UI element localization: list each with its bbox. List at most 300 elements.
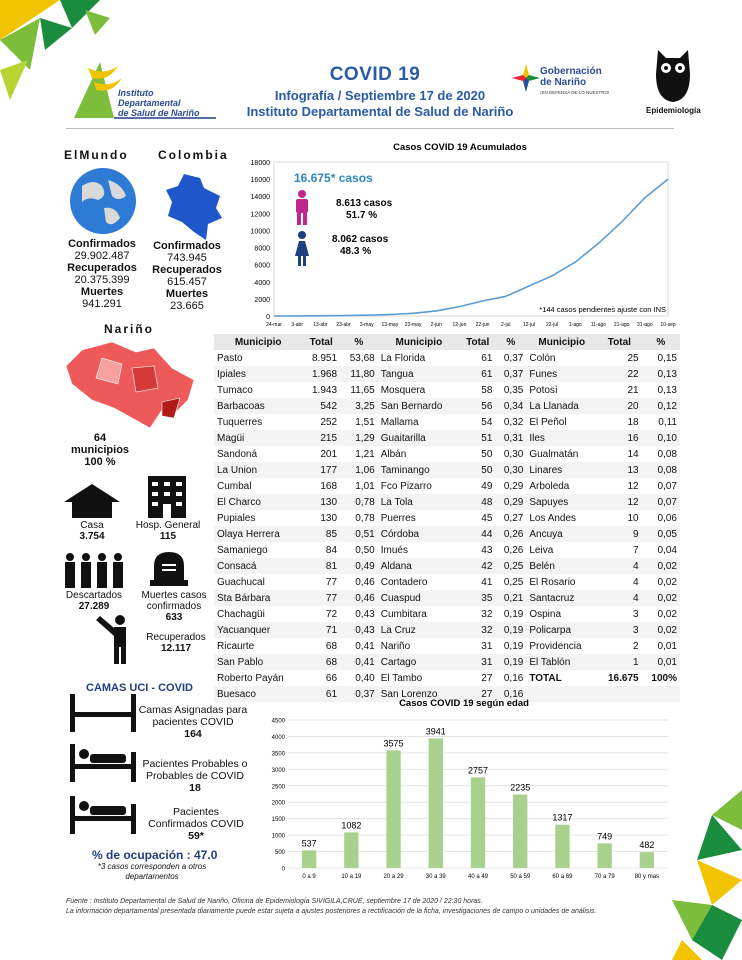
cell-municipio: Providencia bbox=[529, 640, 582, 652]
muertes-stat: Muertes casos confirmados 633 bbox=[141, 590, 207, 623]
ocupacion-label: % de ocupación : 47.0 bbox=[92, 848, 218, 862]
cell-total: 45 bbox=[481, 512, 493, 524]
cell-total: 20 bbox=[597, 398, 641, 414]
bar bbox=[513, 794, 527, 868]
colombia-heading: Colombia bbox=[158, 148, 229, 162]
bar bbox=[302, 850, 316, 868]
cell-total: 56 bbox=[460, 398, 495, 414]
cell-pct: 0,02 bbox=[642, 622, 680, 638]
cell-total: 1.968 bbox=[302, 366, 340, 382]
cell-total: 50 bbox=[460, 462, 495, 478]
cell-total: 58 bbox=[481, 384, 493, 396]
cell-pct: 0,50 bbox=[355, 544, 375, 556]
owl-icon bbox=[652, 44, 694, 104]
page-title: COVID 19 bbox=[329, 64, 421, 85]
y-tick-label: 18000 bbox=[250, 160, 270, 167]
cell-total: 42 bbox=[460, 558, 495, 574]
tombstone-icon bbox=[150, 552, 188, 586]
cell-pct: 0,31 bbox=[495, 430, 526, 446]
cell-pct: 100% bbox=[651, 672, 677, 684]
gobernacion-star-icon bbox=[510, 62, 542, 94]
cell-pct: 0,29 bbox=[503, 480, 524, 492]
cell-pct: 0,02 bbox=[657, 576, 677, 588]
bar bbox=[597, 843, 611, 868]
y-tick-label: 1500 bbox=[271, 817, 285, 824]
cell-municipio: La Cruz bbox=[378, 622, 460, 638]
cell-municipio: Pasto bbox=[217, 352, 243, 364]
cell-total: 18 bbox=[627, 416, 639, 428]
y-tick-label: 10000 bbox=[250, 228, 270, 236]
cell-total: 1.943 bbox=[312, 384, 338, 396]
x-tick-label: 10 a 19 bbox=[341, 874, 362, 880]
cell-municipio: Mallama bbox=[380, 416, 419, 428]
bar-value-label: 2235 bbox=[510, 782, 531, 793]
table-row bbox=[214, 638, 680, 654]
cell-municipio: Tumaco bbox=[217, 384, 253, 396]
cell-municipio: Belén bbox=[526, 558, 597, 574]
cell-total: 14 bbox=[627, 448, 639, 460]
footer-source: Fuente : Instituto Departamental de Salud de Nariño, Oficina de Epidemiología SIVIGILA,CRUE, septiembre 17 de 2020 / 22:30 horas. bbox=[66, 898, 483, 905]
cell-municipio: La Tola bbox=[378, 494, 460, 510]
narino-heading: Nariño bbox=[104, 322, 155, 336]
cell-municipio: El Peñol bbox=[529, 416, 567, 428]
cell-pct: 0,07 bbox=[642, 494, 680, 510]
cell-total: 77 bbox=[325, 576, 338, 588]
cell-municipio: Barbacoas bbox=[214, 398, 302, 414]
table-row bbox=[214, 430, 680, 446]
gobernacion-logo-text: Gobernación de Nariño bbox=[540, 66, 602, 88]
col-header-pct: % bbox=[642, 334, 680, 350]
x-tick-label: 21-ago bbox=[613, 322, 630, 328]
cell-pct: 0,16 bbox=[495, 686, 526, 702]
bar-value-label: 3941 bbox=[425, 726, 446, 737]
y-tick-label: 2000 bbox=[254, 296, 270, 304]
y-tick-label: 3000 bbox=[271, 767, 285, 774]
cell-total: 84 bbox=[325, 544, 338, 556]
cell-total: 50 bbox=[481, 448, 493, 460]
col-header-municipio: Municipio bbox=[526, 334, 597, 350]
cell-total: 13 bbox=[597, 462, 641, 478]
cell-municipio: Ipiales bbox=[214, 366, 302, 382]
y-tick-label: 0 bbox=[281, 866, 285, 873]
cell-total: 3 bbox=[597, 622, 641, 638]
cell-municipio: El Tambo bbox=[380, 672, 423, 684]
camas-asignadas: Camas Asignadas para pacientes COVID 164 bbox=[138, 704, 248, 740]
cell-municipio: Cumbal bbox=[217, 480, 252, 492]
cell-municipio: Ricaurte bbox=[217, 640, 255, 652]
cell-pct: 0,41 bbox=[340, 654, 378, 670]
y-tick-label: 2000 bbox=[271, 800, 285, 807]
y-tick-label: 1000 bbox=[271, 833, 285, 840]
cell-municipio: Linares bbox=[526, 462, 597, 478]
cell-pct: 0,46 bbox=[340, 590, 378, 606]
narino-municipios: 64 municipios 100 % bbox=[70, 432, 130, 468]
cell-total: 77 bbox=[302, 590, 340, 606]
cell-municipio: El Tablón bbox=[526, 654, 597, 670]
cell-municipio: San Lorenzo bbox=[378, 686, 460, 702]
y-tick-label: 6000 bbox=[254, 262, 270, 270]
cell-pct: 0,12 bbox=[642, 398, 680, 414]
cell-pct: 0,01 bbox=[642, 654, 680, 670]
cell-pct: 0,78 bbox=[355, 512, 375, 524]
cell-pct: 0,06 bbox=[657, 512, 677, 524]
cell-total: 31 bbox=[460, 654, 495, 670]
cell-pct: 0,30 bbox=[503, 448, 524, 460]
cell-municipio: Fco Pizarro bbox=[380, 480, 432, 492]
x-tick-label: 20 a 29 bbox=[383, 874, 404, 880]
cell-municipio: Guachucal bbox=[217, 576, 265, 588]
cell-municipio: Roberto Payán bbox=[217, 672, 284, 684]
y-tick-label: 2500 bbox=[271, 784, 285, 791]
cell-pct: 0,37 bbox=[503, 352, 524, 364]
cell-total: 215 bbox=[302, 430, 340, 446]
table-row bbox=[214, 350, 680, 366]
man-icon bbox=[296, 190, 308, 225]
cell-total: 542 bbox=[302, 398, 340, 414]
table-row bbox=[214, 590, 680, 606]
page-subtitle: Infografía / Septiembre 17 de 2020 bbox=[274, 88, 486, 103]
hosp-stat: Hosp. General 115 bbox=[135, 520, 201, 542]
total-cases-label: 16.675* casos bbox=[294, 171, 373, 185]
cell-municipio: Imués bbox=[380, 544, 408, 556]
municipios-table bbox=[214, 334, 680, 702]
cell-pct: 0,07 bbox=[657, 480, 677, 492]
cell-total: 44 bbox=[460, 526, 495, 542]
cell-total: 9 bbox=[597, 526, 641, 542]
x-tick-label: 13-abr bbox=[313, 322, 328, 328]
chart-note: *144 casos pendientes ajuste con INS bbox=[539, 305, 666, 314]
cell-municipio: Córdoba bbox=[378, 526, 460, 542]
women-pct-label: 48.3 % bbox=[340, 246, 372, 257]
cell-pct: 0,41 bbox=[355, 640, 375, 652]
x-tick-label: 0 a 9 bbox=[302, 874, 316, 880]
table-row bbox=[214, 606, 680, 622]
cell-total: 85 bbox=[302, 526, 340, 542]
table-header-row bbox=[214, 334, 680, 350]
cell-pct: 0,27 bbox=[503, 512, 524, 524]
woman-icon bbox=[295, 231, 309, 266]
cell-pct: 0,19 bbox=[503, 608, 524, 620]
hospital-icon bbox=[148, 476, 186, 518]
cell-pct: 0,15 bbox=[657, 352, 677, 364]
cell-municipio: Taminango bbox=[378, 462, 460, 478]
cell-pct: 0,30 bbox=[495, 462, 526, 478]
cell-pct: 0,25 bbox=[503, 576, 524, 588]
cell-municipio: Chachagüi bbox=[217, 608, 265, 620]
x-tick-label: 22-jul bbox=[546, 322, 559, 328]
cell-total: 32 bbox=[481, 608, 493, 620]
x-tick-label: 11-ago bbox=[590, 322, 607, 328]
cell-pct: 0,21 bbox=[495, 590, 526, 606]
cell-pct: 0,34 bbox=[495, 398, 526, 414]
bar-value-label: 3575 bbox=[383, 738, 404, 749]
cell-pct: 0,16 bbox=[503, 672, 524, 684]
x-tick-label: 31-ago bbox=[637, 322, 653, 328]
cell-municipio: Colón bbox=[529, 352, 556, 364]
cell-pct: 0,43 bbox=[340, 622, 378, 638]
men-pct-label: 51.7 % bbox=[346, 210, 378, 221]
x-tick-label: 80 y mas bbox=[634, 874, 660, 880]
bar-value-label: 1317 bbox=[552, 812, 573, 823]
cell-total: 22 bbox=[597, 366, 641, 382]
ids-logo-text: Instituto Departamental de Salud de Nariño bbox=[118, 88, 200, 118]
cell-municipio: Magüi bbox=[214, 430, 302, 446]
cell-total: 21 bbox=[627, 384, 639, 396]
cell-municipio: La Florida bbox=[380, 352, 426, 364]
cell-municipio: Nariño bbox=[380, 640, 411, 652]
cell-total: 16.675 bbox=[607, 672, 639, 684]
col-header-total: Total bbox=[597, 334, 641, 350]
cell-total: 4 bbox=[597, 590, 641, 606]
x-tick-label: 24-mar bbox=[266, 322, 282, 328]
cell-municipio: TOTAL bbox=[529, 672, 562, 684]
world-heading: ElMundo bbox=[64, 148, 129, 162]
y-tick-label: 4000 bbox=[271, 734, 285, 741]
cell-municipio: Tangua bbox=[378, 366, 460, 382]
cell-municipio: Tuquerres bbox=[217, 416, 263, 428]
cell-total: 61 bbox=[302, 686, 340, 702]
x-tick-label: 23-abr bbox=[336, 322, 351, 328]
cell-pct: 11,65 bbox=[350, 384, 375, 396]
table-row bbox=[214, 574, 680, 590]
table-row bbox=[214, 622, 680, 638]
cell-municipio: San Pablo bbox=[214, 654, 302, 670]
y-tick-label: 3500 bbox=[271, 751, 285, 758]
cell-municipio: Consacá bbox=[214, 558, 302, 574]
x-tick-label: 1-ago bbox=[568, 322, 582, 328]
pacientes-confirmados: Pacientes Confirmados COVID 59* bbox=[148, 806, 244, 842]
x-tick-label: 13-may bbox=[381, 322, 399, 328]
x-tick-label: 22-jun bbox=[475, 322, 490, 328]
colombia-stats: Confirmados 743.945 Recuperados 615.457 Muertes 23.665 bbox=[152, 240, 222, 312]
cell-municipio: Pupiales bbox=[217, 512, 256, 524]
cell-municipio: El Rosario bbox=[529, 576, 576, 588]
bar bbox=[344, 832, 358, 868]
cell-total: 3 bbox=[633, 608, 639, 620]
table-row bbox=[214, 398, 680, 414]
cell-municipio: Los Andes bbox=[529, 512, 577, 524]
cell-total: 54 bbox=[481, 416, 493, 428]
cell-pct: 0,26 bbox=[495, 526, 526, 542]
colombia-map-icon bbox=[160, 172, 226, 242]
cell-pct: 3,25 bbox=[340, 398, 378, 414]
cell-pct: 1,06 bbox=[340, 462, 378, 478]
cell-municipio: San Bernardo bbox=[378, 398, 460, 414]
table-row bbox=[214, 478, 680, 494]
cell-municipio: Samaniego bbox=[217, 544, 268, 556]
women-cases-label: 8.062 casos bbox=[332, 234, 389, 245]
footer-disclaimer: La información departamental presentada diariamente puede estar sujeta a ajustes posteriores a rectificación de la ficha, investigaciones de campo o unidades de análisis. bbox=[66, 908, 597, 915]
y-tick-label: 16000 bbox=[250, 177, 270, 185]
cell-pct: 1,21 bbox=[355, 448, 375, 460]
cell-total: 48 bbox=[460, 494, 495, 510]
cell-pct: 0,49 bbox=[340, 558, 378, 574]
y-tick-label: 12000 bbox=[250, 211, 270, 219]
cell-total: 81 bbox=[302, 558, 340, 574]
cell-pct: 0,05 bbox=[642, 526, 680, 542]
recuperados-stat: Recuperados 12.117 bbox=[146, 632, 206, 654]
cell-pct: 0,08 bbox=[642, 462, 680, 478]
bar-value-label: 482 bbox=[639, 840, 655, 851]
header-divider bbox=[66, 128, 674, 129]
bar-value-label: 749 bbox=[597, 831, 613, 842]
table-row bbox=[214, 542, 680, 558]
cell-total: 252 bbox=[320, 416, 338, 428]
cell-pct: 0,02 bbox=[642, 590, 680, 606]
world-stats: Confirmados 29.902.487 Recuperados 20.375.399 Muertes 941.291 bbox=[67, 238, 137, 310]
cell-municipio: Potosí bbox=[529, 384, 558, 396]
page-org: Instituto Departamental de Salud de Nariño bbox=[246, 104, 514, 119]
cell-pct: 1,29 bbox=[340, 430, 378, 446]
epidemiologia-label: Epidemiología bbox=[646, 106, 701, 115]
cell-municipio: Olaya Herrera bbox=[214, 526, 302, 542]
table-row bbox=[214, 462, 680, 478]
bar-chart-edad bbox=[264, 692, 674, 884]
cell-total: 41 bbox=[481, 576, 493, 588]
cell-municipio: Cumbitara bbox=[380, 608, 427, 620]
cell-pct: 0,10 bbox=[642, 430, 680, 446]
cell-pct: 0,25 bbox=[495, 558, 526, 574]
cell-municipio: Gualmatán bbox=[529, 448, 579, 460]
cell-municipio: Iles bbox=[526, 430, 597, 446]
pacientes-probables: Pacientes Probables o Probables de COVID 18 bbox=[142, 758, 248, 794]
cell-pct: 0,08 bbox=[657, 448, 677, 460]
cell-total: 68 bbox=[302, 654, 340, 670]
casa-stat: Casa 3.754 bbox=[79, 520, 105, 542]
house-icon bbox=[64, 484, 120, 518]
cell-municipio: Albán bbox=[380, 448, 407, 460]
x-tick-label: 12-jul bbox=[522, 322, 536, 328]
patient-bed-icon bbox=[70, 792, 136, 834]
cell-municipio: Guaitarilla bbox=[378, 430, 460, 446]
people-group-icon bbox=[62, 552, 126, 588]
table-row bbox=[214, 414, 680, 430]
x-tick-label: 12-jun bbox=[452, 322, 467, 328]
cell-total: 7 bbox=[633, 544, 639, 556]
cell-total: 12 bbox=[597, 494, 641, 510]
x-tick-label: 70 a 79 bbox=[594, 874, 615, 880]
cell-total: 49 bbox=[481, 480, 493, 492]
bar-value-label: 2757 bbox=[467, 765, 489, 776]
men-cases-label: 8.613 casos bbox=[336, 198, 393, 209]
col-header-total: Total bbox=[302, 334, 340, 350]
y-tick-label: 0 bbox=[266, 314, 270, 321]
cell-municipio: Puerres bbox=[380, 512, 416, 524]
cell-municipio: Policarpa bbox=[526, 622, 597, 638]
recovered-person-icon bbox=[94, 614, 136, 664]
cell-pct: 0,26 bbox=[503, 544, 524, 556]
cell-total: 130 bbox=[302, 494, 340, 510]
cell-total: 25 bbox=[627, 352, 639, 364]
y-tick-label: 14000 bbox=[250, 194, 270, 202]
cell-municipio: Sta Bárbara bbox=[214, 590, 302, 606]
cell-total: 43 bbox=[481, 544, 493, 556]
empty-bed-icon bbox=[70, 690, 136, 732]
cell-total: 71 bbox=[302, 622, 340, 638]
cell-pct: 0,02 bbox=[657, 608, 677, 620]
cell-total: 177 bbox=[302, 462, 340, 478]
col-header-pct: % bbox=[340, 334, 378, 350]
cell-municipio: Aldana bbox=[378, 558, 460, 574]
bar bbox=[555, 825, 569, 868]
cell-municipio: Cartago bbox=[378, 654, 460, 670]
cell-total: 31 bbox=[481, 640, 493, 652]
cell-municipio: Cuaspud bbox=[378, 590, 460, 606]
cell-pct: 0,11 bbox=[658, 416, 677, 428]
cell-municipio: Ospina bbox=[529, 608, 562, 620]
cell-municipio: Yacuanquer bbox=[214, 622, 302, 638]
cell-municipio: Funes bbox=[526, 366, 597, 382]
table-row bbox=[214, 510, 680, 526]
cell-pct: 0,37 bbox=[495, 366, 526, 382]
cell-municipio: La Union bbox=[214, 462, 302, 478]
bar bbox=[640, 852, 654, 868]
cell-pct: 1,51 bbox=[355, 416, 375, 428]
cell-total: 72 bbox=[325, 608, 338, 620]
cell-total: 10 bbox=[627, 512, 639, 524]
patient-bed-icon bbox=[70, 740, 136, 782]
cell-pct: 0,51 bbox=[340, 526, 378, 542]
cell-pct: 0,01 bbox=[657, 640, 677, 652]
cell-pct: 0,40 bbox=[355, 672, 375, 684]
y-tick-label: 8000 bbox=[254, 245, 270, 253]
bar-value-label: 1082 bbox=[341, 820, 362, 831]
x-tick-label: 2-jul bbox=[501, 322, 511, 328]
cell-municipio: Sapuyes bbox=[526, 494, 597, 510]
y-tick-label: 4000 bbox=[254, 279, 270, 287]
cell-municipio: Santacruz bbox=[526, 590, 597, 606]
cell-total: 130 bbox=[320, 512, 338, 524]
y-tick-label: 500 bbox=[274, 850, 285, 857]
x-tick-label: 50 a 59 bbox=[510, 874, 531, 880]
cell-total: 32 bbox=[460, 622, 495, 638]
cell-total: 201 bbox=[320, 448, 338, 460]
cell-municipio: El Charco bbox=[214, 494, 302, 510]
table-row bbox=[214, 670, 680, 686]
cell-pct: 53,68 bbox=[349, 352, 375, 364]
series-line bbox=[274, 179, 668, 316]
table-row bbox=[214, 366, 680, 382]
x-tick-label: 40 a 49 bbox=[467, 874, 489, 880]
cell-pct: 0,02 bbox=[642, 558, 680, 574]
table-row bbox=[214, 494, 680, 510]
cell-municipio: Mosquera bbox=[380, 384, 426, 396]
cell-municipio: La Llanada bbox=[526, 398, 597, 414]
cell-pct: 1,01 bbox=[355, 480, 375, 492]
cell-total: 51 bbox=[460, 430, 495, 446]
cell-municipio: Leiva bbox=[529, 544, 554, 556]
cell-total: 66 bbox=[325, 672, 338, 684]
x-tick-label: 60 a 69 bbox=[552, 874, 573, 880]
cell-municipio: Ancuya bbox=[526, 526, 597, 542]
x-tick-label: 30 a 39 bbox=[425, 874, 446, 880]
cell-total: 12 bbox=[627, 480, 639, 492]
cell-municipio: Buesaco bbox=[214, 686, 302, 702]
col-header-pct: % bbox=[495, 334, 526, 350]
cell-pct: 0,04 bbox=[657, 544, 677, 556]
col-header-municipio: Municipio bbox=[214, 334, 302, 350]
cell-municipio: Arboleda bbox=[529, 480, 570, 492]
bar bbox=[386, 750, 400, 868]
line-chart-acumulados bbox=[240, 138, 680, 334]
descartados-stat: Descartados 27.289 bbox=[65, 590, 123, 612]
table-row bbox=[214, 558, 680, 574]
cell-total: 4 bbox=[633, 576, 639, 588]
cell-pct: 0,32 bbox=[503, 416, 524, 428]
cell-total: 8.951 bbox=[312, 352, 338, 364]
table-row bbox=[214, 446, 680, 462]
cell-pct: 0,35 bbox=[503, 384, 524, 396]
